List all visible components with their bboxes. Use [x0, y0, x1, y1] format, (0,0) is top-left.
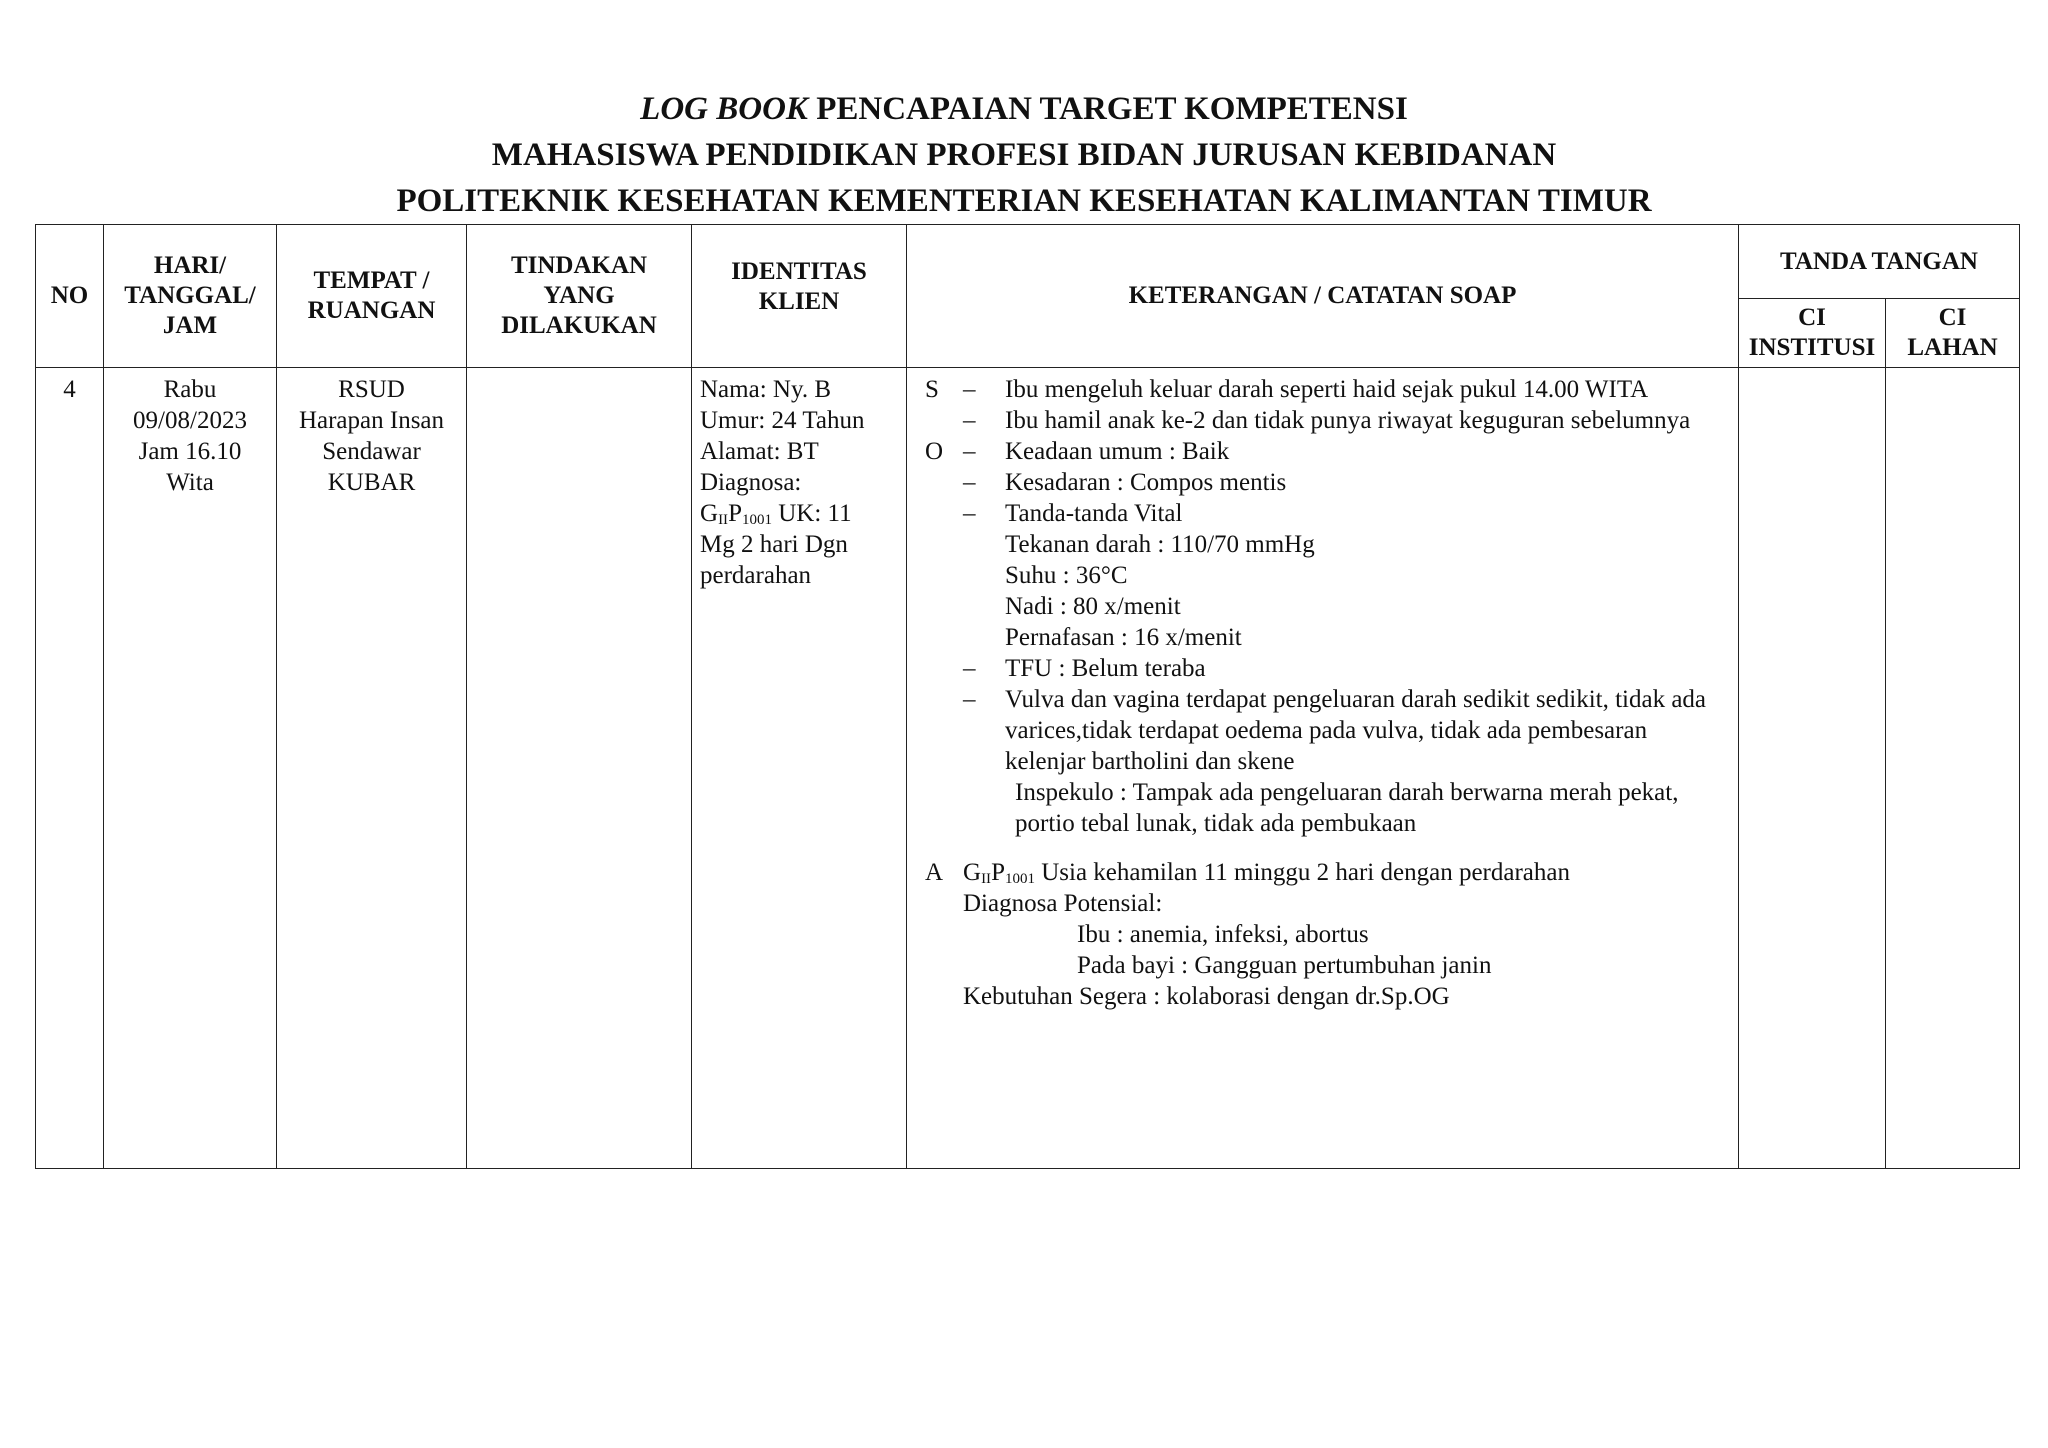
identitas-diagnosa-label: Diagnosa: — [700, 469, 802, 496]
header-ci-institusi-line-1: CI — [1798, 304, 1826, 331]
identitas-nama: Nama: Ny. B — [700, 376, 831, 403]
cell-tempat-line-1: RSUD — [338, 376, 405, 403]
soap-o-item: Vulva dan vagina terdapat pengeluaran darah sedikit sedikit, tidak ada varices,tidak terdapat oedema pada vulva, tidak ada pembesaran kelenjar bartholini dan skene — [1005, 686, 1707, 775]
header-tanda-tangan: TANDA TANGAN — [1739, 225, 2020, 299]
soap-a-kebutuhan-segera: Kebutuhan Segera : kolaborasi dengan dr.Sp.OG — [963, 983, 1450, 1010]
identitas-mg: Mg 2 hari Dgn — [700, 531, 848, 558]
header-ci-lahan-line-2: LAHAN — [1907, 334, 1998, 361]
identitas-perdarahan: perdarahan — [700, 562, 812, 589]
para-sub: 1001 — [741, 512, 772, 528]
list-item — [963, 405, 1728, 436]
identitas-diagnosa-code — [700, 498, 898, 529]
para-p: P — [728, 500, 742, 527]
document-title-line-1 — [0, 86, 2048, 132]
header-no: NO — [36, 225, 104, 368]
soap-a-potensial-label: Diagnosa Potensial: — [963, 890, 1163, 917]
soap-objective — [925, 436, 1728, 839]
soap-o-inspekulo: Inspekulo : Tampak ada pengeluaran darah berwarna merah pekat, portio tebal lunak, tidak ada pembukaan — [1015, 779, 1679, 837]
header-ci-lahan — [1886, 299, 2020, 368]
dash-bullet-icon: – — [963, 655, 976, 682]
title-line-1-rest: PENCAPAIAN TARGET KOMPETENSI — [807, 91, 1408, 127]
dash-bullet-icon: – — [963, 500, 976, 527]
soap-o-label: O — [925, 438, 944, 465]
header-ci-institusi-line-2: INSTITUSI — [1748, 334, 1876, 361]
list-item — [963, 374, 1728, 405]
cell-jam: Jam 16.10 — [138, 438, 242, 465]
list-item — [963, 498, 1728, 653]
cell-zona: Wita — [166, 469, 214, 496]
header-tanggal-line: TANGGAL/ — [124, 282, 256, 309]
vital-nadi: Nadi : 80 x/menit — [1005, 593, 1181, 620]
header-hari-tanggal-jam — [104, 225, 277, 368]
soap-a-diagnosis — [963, 857, 1728, 888]
cell-identitas-klien — [692, 368, 907, 1169]
para-p: P — [991, 859, 1005, 886]
soap-s-item: Ibu mengeluh keluar darah seperti haid sejak pukul 14.00 WITA — [1005, 376, 1649, 403]
cell-ci-institusi-signature — [1739, 368, 1886, 1169]
soap-o-item: TFU : Belum teraba — [1005, 655, 1206, 682]
header-identitas-klien — [692, 225, 907, 368]
soap-subjective — [925, 374, 1728, 436]
usia-kehamilan: UK: 11 — [771, 500, 852, 527]
soap-a-diagnosis-text: Usia kehamilan 11 minggu 2 hari dengan perdarahan — [1034, 859, 1570, 886]
cell-tempat-line-4: KUBAR — [327, 469, 416, 496]
dash-bullet-icon: – — [963, 438, 976, 465]
header-tempat-line: TEMPAT / — [313, 267, 430, 294]
cell-hari-tanggal-jam — [104, 368, 277, 1169]
soap-s-label: S — [925, 376, 939, 403]
list-item — [963, 436, 1728, 467]
header-ci-lahan-line-1: CI — [1938, 304, 1967, 331]
vital-suhu: Suhu : 36°C — [1005, 562, 1128, 589]
header-tindakan — [467, 225, 692, 368]
cell-tempat-line-2: Harapan Insan — [298, 407, 445, 434]
list-item — [963, 653, 1728, 684]
cell-tempat-ruangan — [277, 368, 467, 1169]
document-title-line-2: MAHASISWA PENDIDIKAN PROFESI BIDAN JURUSAN KEBIDANAN — [491, 137, 1557, 173]
header-ci-institusi — [1739, 299, 1886, 368]
cell-tanggal: 09/08/2023 — [133, 407, 247, 434]
header-ruangan-line: RUANGAN — [307, 297, 436, 324]
list-item — [963, 684, 1728, 839]
identitas-umur: Umur: 24 Tahun — [700, 407, 865, 434]
document-title-line-3: POLITEKNIK KESEHATAN KEMENTERIAN KESEHATAN KALIMANTAN TIMUR — [396, 183, 1652, 219]
table-row — [36, 368, 2020, 1169]
header-hari-line: HARI/ — [153, 252, 227, 279]
soap-a-potensial-ibu: Ibu : anemia, infeksi, abortus — [1077, 921, 1369, 948]
header-klien-line: KLIEN — [758, 288, 840, 315]
header-tindakan-line-3: DILAKUKAN — [501, 312, 657, 339]
header-tempat-ruangan — [277, 225, 467, 368]
cell-no: 4 — [36, 368, 104, 1169]
header-identitas-line: IDENTITAS — [731, 258, 867, 285]
logbook-table — [35, 224, 2020, 1169]
vital-pernafasan: Pernafasan : 16 x/menit — [1005, 624, 1242, 651]
gravida-g: G — [700, 500, 719, 527]
cell-tempat-line-3: Sendawar — [322, 438, 421, 465]
gravida-sub: II — [981, 871, 992, 887]
cell-hari: Rabu — [163, 376, 217, 403]
dash-bullet-icon: – — [963, 407, 976, 434]
soap-o-item: Kesadaran : Compos mentis — [1005, 469, 1287, 496]
header-tindakan-line-2: YANG — [543, 282, 615, 309]
soap-a-label: A — [925, 859, 944, 886]
identitas-alamat: Alamat: BT — [700, 438, 819, 465]
para-sub: 1001 — [1004, 871, 1035, 887]
header-jam-line: JAM — [162, 312, 218, 339]
dash-bullet-icon: – — [963, 376, 976, 403]
vital-signs-title: Tanda-tanda Vital — [1005, 500, 1183, 527]
soap-o-vulva — [1005, 684, 1728, 839]
header-keterangan-soap: KETERANGAN / CATATAN SOAP — [907, 225, 1739, 368]
log-book-italic: LOG BOOK — [640, 91, 808, 127]
gravida-sub: II — [718, 512, 729, 528]
gravida-g: G — [963, 859, 982, 886]
soap-a-potensial-bayi: Pada bayi : Gangguan pertumbuhan janin — [1077, 952, 1492, 979]
soap-s-item: Ibu hamil anak ke-2 dan tidak punya riwayat keguguran sebelumnya — [1005, 407, 1691, 434]
dash-bullet-icon: – — [963, 469, 976, 496]
soap-o-vital-signs — [1005, 498, 1728, 653]
list-item — [963, 467, 1728, 498]
header-row-1 — [36, 225, 2020, 299]
dash-bullet-icon: – — [963, 686, 976, 713]
cell-ci-lahan-signature — [1886, 368, 2020, 1169]
header-tindakan-line-1: TINDAKAN — [510, 252, 648, 279]
soap-assessment — [925, 857, 1728, 1012]
vital-tekanan-darah: Tekanan darah : 110/70 mmHg — [1005, 531, 1315, 558]
cell-tindakan — [467, 368, 692, 1169]
soap-o-item: Keadaan umum : Baik — [1005, 438, 1230, 465]
cell-soap — [907, 368, 1739, 1169]
